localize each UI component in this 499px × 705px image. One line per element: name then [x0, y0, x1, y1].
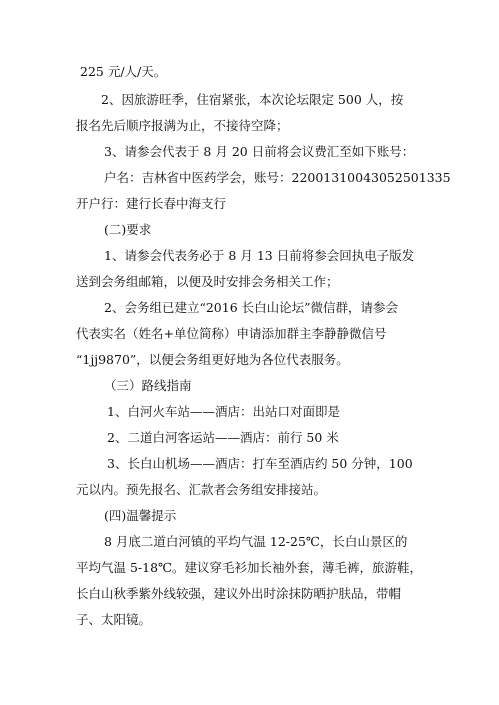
text-line-tips-b: 平均气温 5-18℃。建议穿毛衫加长袖外套，薄毛裤，旅游鞋，: [76, 560, 423, 575]
text-line-item3: 3、请参会代表于 8 月 20 日前将会议费汇至如下账号：: [104, 144, 415, 159]
text-line-item2-b: 报名先后顺序报满为止，不接待空降；: [76, 118, 289, 133]
section-heading-tips: (四)温馨提示: [104, 508, 177, 523]
text-line-fee: 225 元/人/天。: [80, 64, 167, 79]
section-heading-requirements: (二)要求: [104, 222, 152, 237]
text-line-route3-b: 元以内。预先报名、汇款者会务组安排接站。: [76, 482, 327, 497]
section-heading-route: （三）路线指南: [104, 378, 192, 393]
text-line-item2-a: 2、因旅游旺季，住宿紧张，本次论坛限定 500 人，按: [101, 92, 404, 107]
text-line-req2-a: 2、会务组已建立“2016 长白山论坛”微信群，请参会: [104, 300, 399, 315]
text-line-req2-c: “1jj9870”，以便会务组更好地为各位代表服务。: [76, 352, 349, 367]
text-line-tips-d: 子、太阳镜。: [76, 612, 152, 627]
text-line-req1-b: 送到会务组邮箱，以便及时安排会务相关工作；: [76, 274, 339, 289]
text-line-bank: 开户行：建行长春中海支行: [76, 196, 227, 211]
text-line-route3-a: 3、长白山机场——酒店：打车至酒店约 50 分钟，100: [107, 456, 413, 471]
text-line-account: 户名：吉林省中医药学会，账号：22001310043052501335: [104, 170, 451, 185]
text-line-tips-a: 8 月底二道白河镇的平均气温 12-25℃，长白山景区的: [104, 534, 408, 549]
text-line-tips-c: 长白山秋季紫外线较强，建议外出时涂抹防晒护肤品，带帽: [76, 586, 402, 601]
text-line-req2-b: 代表实名（姓名+单位简称）申请添加群主李静静微信号: [76, 326, 387, 341]
text-line-route1: 1、白河火车站——酒店：出站口对面即是: [107, 404, 340, 419]
text-line-req1-a: 1、请参会代表务必于 8 月 13 日前将参会回执电子版发: [104, 248, 415, 263]
text-line-route2: 2、二道白河客运站——酒店：前行 50 米: [107, 430, 339, 445]
